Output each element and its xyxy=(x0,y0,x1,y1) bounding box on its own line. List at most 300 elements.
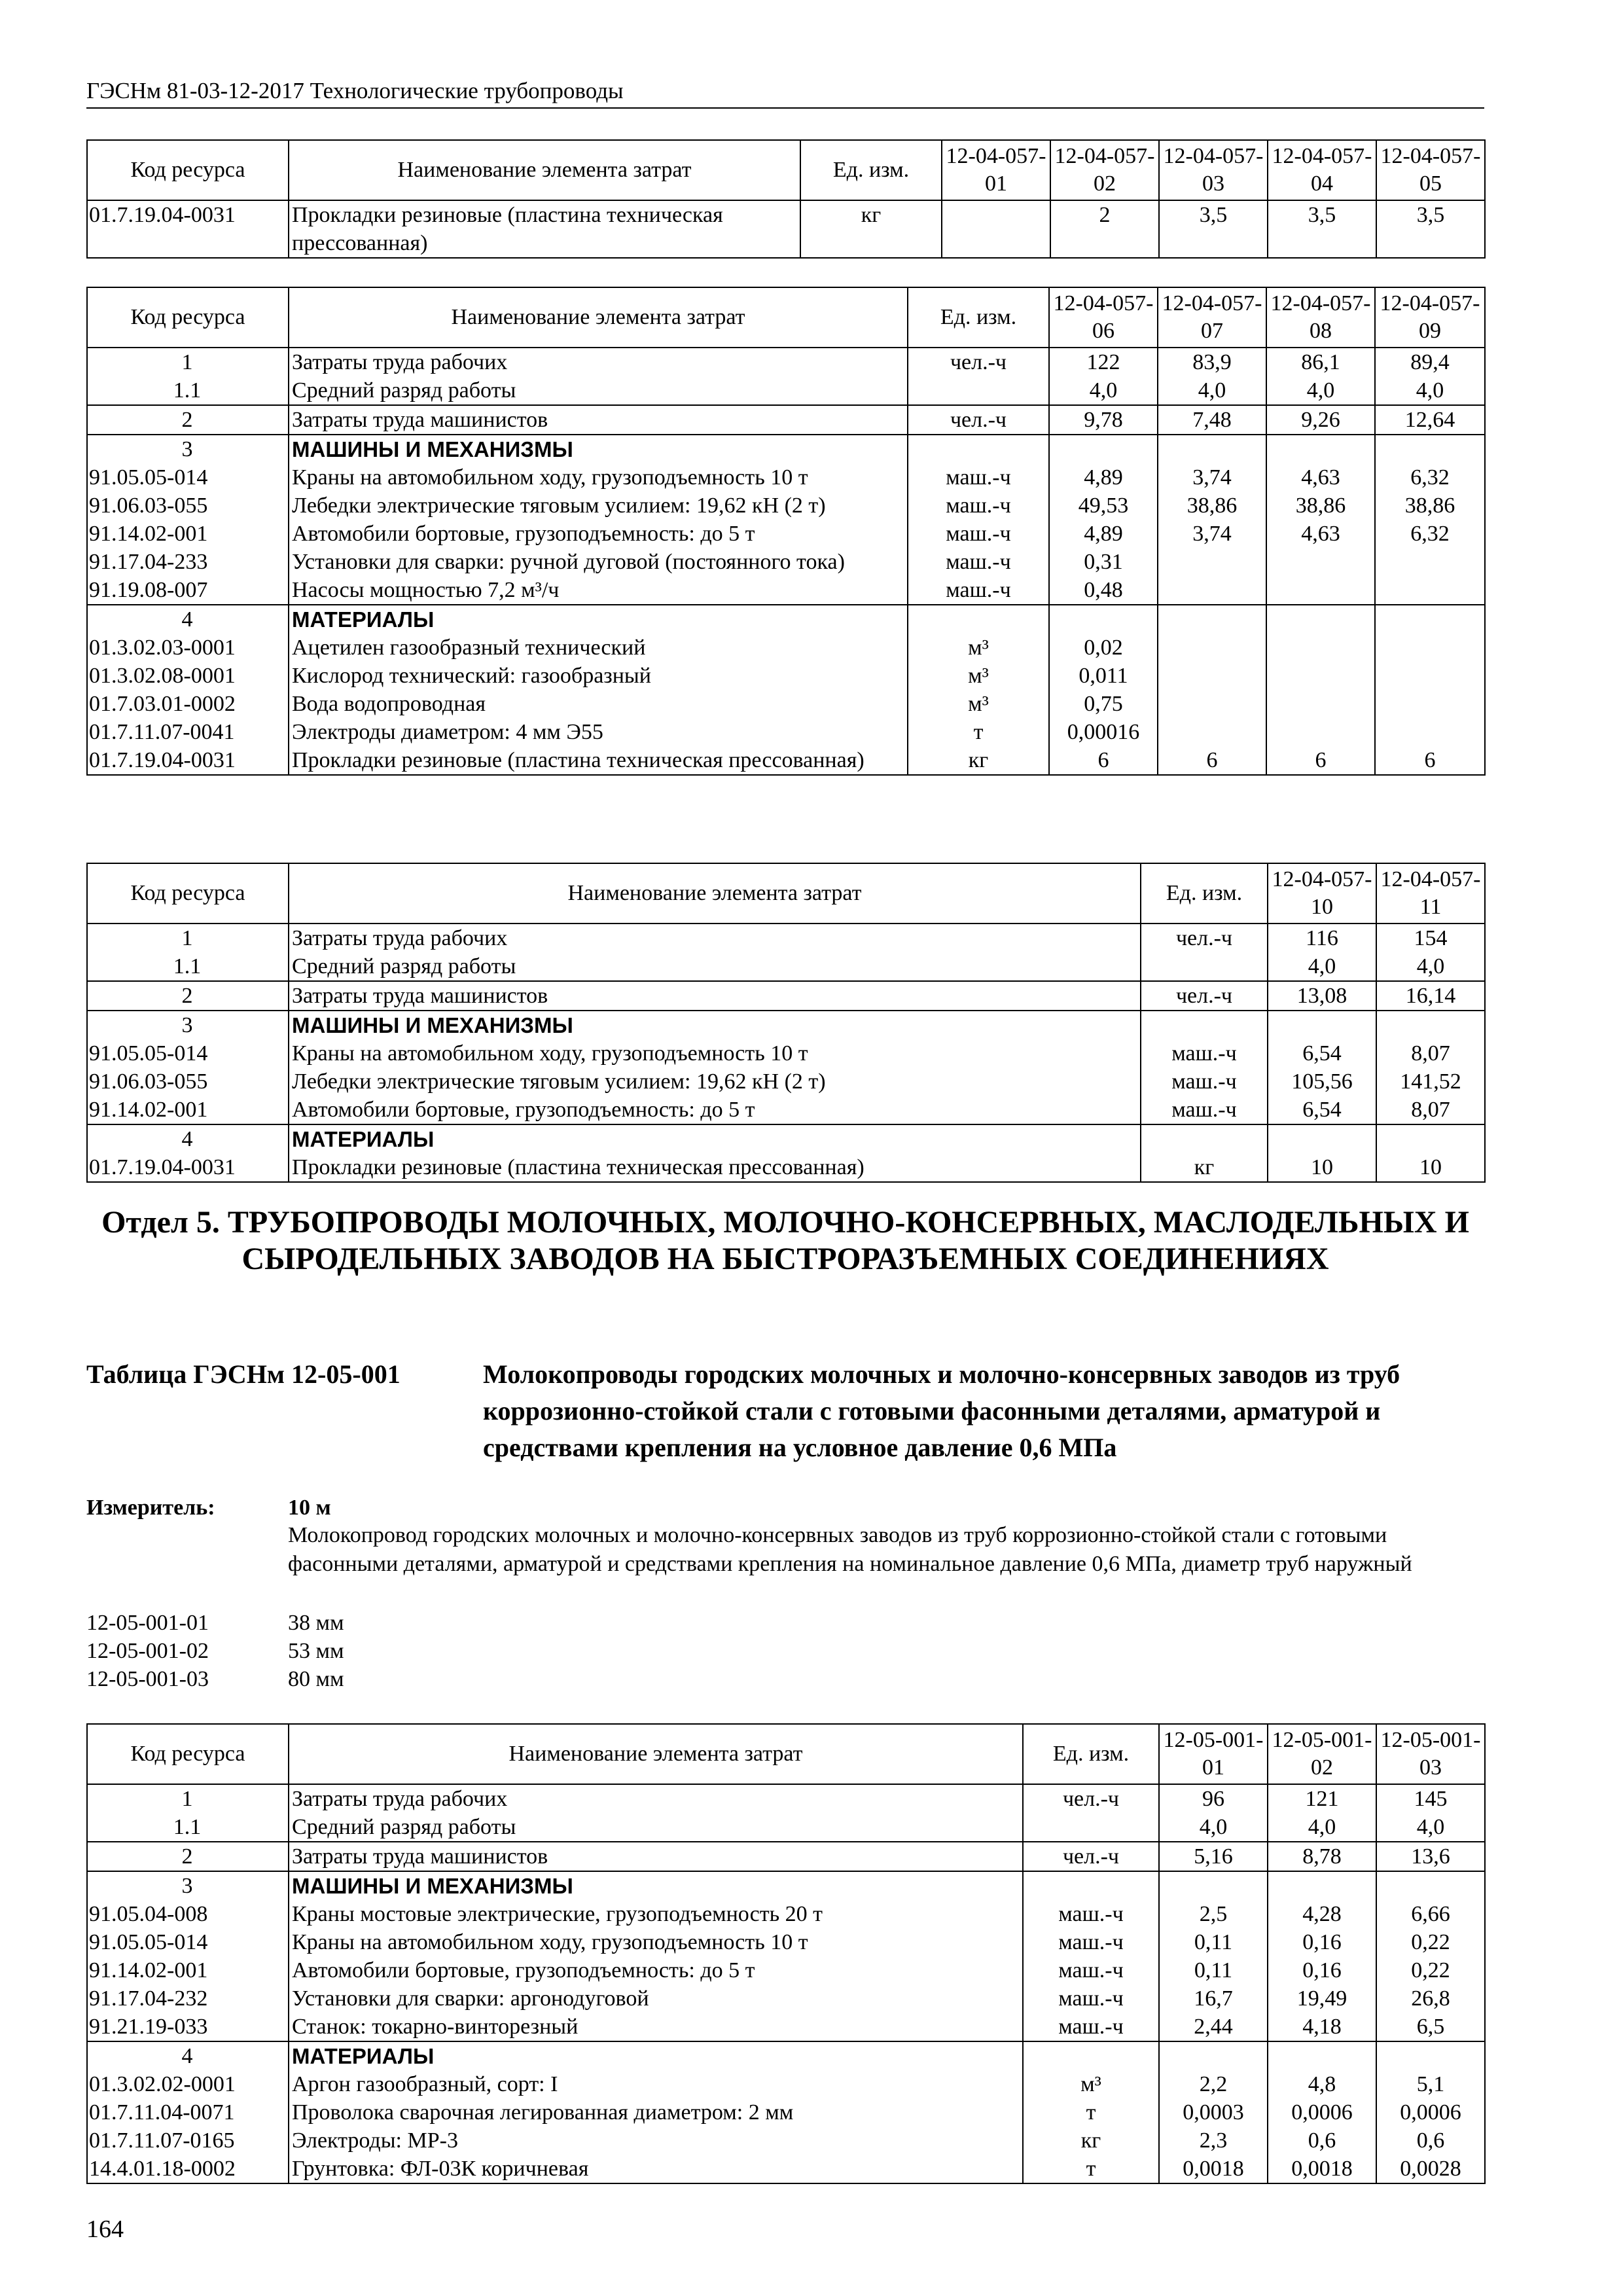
resource-name: Затраты труда рабочих xyxy=(289,348,908,376)
resource-code: 01.7.19.04-0031 xyxy=(87,200,289,258)
resource-value: 12,64 xyxy=(1375,405,1485,435)
resource-name: Средний разряд работы xyxy=(289,1813,1023,1842)
norm-code-row xyxy=(86,1637,344,1666)
resource-value: 9,26 xyxy=(1266,405,1375,435)
resource-value: 145 xyxy=(1376,1784,1485,1813)
running-header: ГЭСНм 81-03-12-2017 Технологические трубопроводы xyxy=(86,77,1484,109)
resource-name: Прокладки резиновые (пластина техническая прессованная) xyxy=(289,1153,1141,1182)
resource-value: 26,8 xyxy=(1376,1984,1485,2013)
resource-name: Ацетилен газообразный технический xyxy=(289,634,908,662)
resource-code: 91.14.02-001 xyxy=(87,520,289,548)
resource-value: 3,74 xyxy=(1158,520,1266,548)
resource-value xyxy=(1158,662,1266,690)
resource-value: 6,66 xyxy=(1376,1900,1485,1928)
resource-unit: кг xyxy=(1023,2126,1159,2155)
resource-value: 0,16 xyxy=(1268,1956,1376,1984)
col-header-unit: Ед. изм. xyxy=(1023,1724,1159,1784)
table-row xyxy=(87,463,1485,492)
table-row xyxy=(87,1984,1485,2013)
table-row xyxy=(87,2070,1485,2098)
resource-value: 89,4 xyxy=(1375,348,1485,376)
table-row xyxy=(87,348,1485,376)
resource-name: Грунтовка: ФЛ-03К коричневая xyxy=(289,2155,1023,2183)
table-row xyxy=(87,718,1485,746)
resource-value xyxy=(1375,690,1485,718)
table-row xyxy=(87,662,1485,690)
col-header-value: 12-05-001-02 xyxy=(1268,1724,1376,1784)
table-row xyxy=(87,435,1485,463)
table-row xyxy=(87,924,1485,952)
resource-value: 10 xyxy=(1268,1153,1376,1182)
resource-name: Лебедки электрические тяговым усилием: 19,62 кН (2 т) xyxy=(289,1067,1141,1096)
resource-value: 3,74 xyxy=(1158,463,1266,492)
table-row xyxy=(87,1153,1485,1182)
resource-value: 3,5 xyxy=(1268,200,1376,258)
page-number: 164 xyxy=(86,2215,124,2243)
resource-value: 4,28 xyxy=(1268,1900,1376,1928)
section-code: 4 xyxy=(87,605,289,634)
resource-value: 2,5 xyxy=(1159,1900,1268,1928)
resource-value: 4,63 xyxy=(1266,520,1375,548)
table-row xyxy=(87,2155,1485,2183)
resource-unit: маш.-ч xyxy=(1141,1096,1268,1124)
resource-value xyxy=(1266,662,1375,690)
resource-code: 01.3.02.03-0001 xyxy=(87,634,289,662)
resource-value: 2,3 xyxy=(1159,2126,1268,2155)
resource-code: 91.05.05-014 xyxy=(87,463,289,492)
section-code: 3 xyxy=(87,1871,289,1900)
resource-code: 01.7.11.04-0071 xyxy=(87,2098,289,2126)
resource-unit xyxy=(908,376,1049,405)
resource-value: 6 xyxy=(1049,746,1158,775)
resource-value: 154 xyxy=(1376,924,1485,952)
resource-value xyxy=(1375,718,1485,746)
col-header-value: 12-04-057-10 xyxy=(1268,863,1376,924)
resource-value: 0,48 xyxy=(1049,576,1158,605)
resource-value xyxy=(1375,662,1485,690)
resource-unit: м³ xyxy=(908,634,1049,662)
resource-unit: чел.-ч xyxy=(1023,1784,1159,1813)
resource-value: 141,52 xyxy=(1376,1067,1485,1096)
table-row xyxy=(87,1124,1485,1153)
resource-value: 0,31 xyxy=(1049,548,1158,576)
resource-value: 4,0 xyxy=(1266,376,1375,405)
resource-code: 01.7.19.04-0031 xyxy=(87,746,289,775)
table-row xyxy=(87,1784,1485,1813)
resource-value xyxy=(1266,690,1375,718)
resource-value: 105,56 xyxy=(1268,1067,1376,1096)
resource-value: 83,9 xyxy=(1158,348,1266,376)
resource-unit: маш.-ч xyxy=(1023,1900,1159,1928)
resource-code: 1 xyxy=(87,924,289,952)
table-row xyxy=(87,376,1485,405)
resource-name: Прокладки резиновые (пластина техническая прессованная) xyxy=(289,200,800,258)
resource-code: 1 xyxy=(87,348,289,376)
table-row xyxy=(87,1813,1485,1842)
table-row xyxy=(87,1067,1485,1096)
resource-value: 4,0 xyxy=(1268,952,1376,981)
meter-description: Молокопровод городских молочных и молочно-консервных заводов из труб коррозионно-стойкой стали с готовыми фасонными деталями, арматурой и средствами крепления на номинальное давление 0,6 МПа, диаметр труб наружный xyxy=(288,1523,1412,1576)
resource-name: Аргон газообразный, сорт: I xyxy=(289,2070,1023,2098)
resource-value xyxy=(1158,576,1266,605)
resource-name: Прокладки резиновые (пластина техническая прессованная) xyxy=(289,746,908,775)
table-row xyxy=(87,548,1485,576)
resource-unit: маш.-ч xyxy=(1141,1039,1268,1067)
resource-value: 0,0028 xyxy=(1376,2155,1485,2183)
resource-value: 6,32 xyxy=(1375,520,1485,548)
resource-value xyxy=(1266,718,1375,746)
resource-name: Краны мостовые электрические, грузоподъемность 20 т xyxy=(289,1900,1023,1928)
resource-value: 6,32 xyxy=(1375,463,1485,492)
resource-name: Затраты труда машинистов xyxy=(289,1842,1023,1871)
resource-value: 6,5 xyxy=(1376,2013,1485,2041)
meter-value: 10 м xyxy=(288,1496,331,1520)
resource-code: 91.17.04-232 xyxy=(87,1984,289,2013)
resource-unit: маш.-ч xyxy=(908,576,1049,605)
cost-table-3 xyxy=(86,863,1486,1183)
table-row xyxy=(87,2013,1485,2041)
cost-table-1 xyxy=(86,139,1486,259)
resource-unit: т xyxy=(908,718,1049,746)
resource-value: 13,08 xyxy=(1268,981,1376,1011)
resource-unit xyxy=(1141,952,1268,981)
resource-name: Средний разряд работы xyxy=(289,376,908,405)
table-row xyxy=(87,1928,1485,1956)
resource-unit: маш.-ч xyxy=(1141,1067,1268,1096)
norm-size: 38 мм xyxy=(288,1611,344,1635)
resource-code: 91.14.02-001 xyxy=(87,1096,289,1124)
table-row xyxy=(87,520,1485,548)
resource-code: 01.3.02.02-0001 xyxy=(87,2070,289,2098)
resource-code: 91.19.08-007 xyxy=(87,576,289,605)
resource-value: 4,89 xyxy=(1049,520,1158,548)
resource-value: 9,78 xyxy=(1049,405,1158,435)
resource-name: Автомобили бортовые, грузоподъемность: до 5 т xyxy=(289,1956,1023,1984)
norm-code: 12-05-001-03 xyxy=(86,1667,209,1691)
resource-name: Насосы мощностью 7,2 м³/ч xyxy=(289,576,908,605)
resource-unit: чел.-ч xyxy=(1141,924,1268,952)
norm-size: 53 мм xyxy=(288,1639,344,1663)
section-code: 3 xyxy=(87,1011,289,1039)
cost-table-2 xyxy=(86,287,1486,776)
norm-code: 12-05-001-01 xyxy=(86,1611,209,1635)
resource-unit: маш.-ч xyxy=(908,520,1049,548)
resource-name: Кислород технический: газообразный xyxy=(289,662,908,690)
table-row xyxy=(87,576,1485,605)
resource-code: 1.1 xyxy=(87,1813,289,1842)
table-row xyxy=(87,2041,1485,2070)
table-row xyxy=(87,200,1485,258)
resource-name: Затраты труда рабочих xyxy=(289,1784,1023,1813)
resource-value: 2,2 xyxy=(1159,2070,1268,2098)
resource-value: 0,6 xyxy=(1376,2126,1485,2155)
resource-value: 0,0006 xyxy=(1376,2098,1485,2126)
col-header-value: 12-04-057-05 xyxy=(1376,140,1485,200)
resource-value: 0,22 xyxy=(1376,1928,1485,1956)
resource-value xyxy=(1158,548,1266,576)
resource-value: 5,1 xyxy=(1376,2070,1485,2098)
resource-value: 4,0 xyxy=(1375,376,1485,405)
resource-code: 91.05.05-014 xyxy=(87,1928,289,1956)
col-header-value: 12-05-001-03 xyxy=(1376,1724,1485,1784)
resource-value: 4,0 xyxy=(1376,952,1485,981)
resource-value: 122 xyxy=(1049,348,1158,376)
col-header-value: 12-04-057-11 xyxy=(1376,863,1485,924)
col-header-value: 12-04-057-04 xyxy=(1268,140,1376,200)
resource-name: Затраты труда машинистов xyxy=(289,405,908,435)
col-header-unit: Ед. изм. xyxy=(908,287,1049,348)
resource-unit xyxy=(1023,1813,1159,1842)
resource-value: 19,49 xyxy=(1268,1984,1376,2013)
resource-unit: маш.-ч xyxy=(1023,1956,1159,1984)
resource-name: Краны на автомобильном ходу, грузоподъемность 10 т xyxy=(289,1039,1141,1067)
resource-value xyxy=(1375,634,1485,662)
section-heading: МАШИНЫ И МЕХАНИЗМЫ xyxy=(289,435,908,463)
resource-unit: маш.-ч xyxy=(1023,2013,1159,2041)
table-header xyxy=(87,140,1485,200)
resource-unit: м³ xyxy=(908,690,1049,718)
resource-value: 0,22 xyxy=(1376,1956,1485,1984)
resource-name: Установки для сварки: аргонодуговой xyxy=(289,1984,1023,2013)
col-header-code: Код ресурса xyxy=(87,140,289,200)
col-header-unit: Ед. изм. xyxy=(1141,863,1268,924)
table-row xyxy=(87,1011,1485,1039)
norm-code-row xyxy=(86,1665,344,1694)
resource-code: 1 xyxy=(87,1784,289,1813)
resource-value xyxy=(1266,634,1375,662)
resource-code: 91.05.04-008 xyxy=(87,1900,289,1928)
cost-table-4 xyxy=(86,1723,1486,2184)
table-header xyxy=(87,287,1485,348)
col-header-value: 12-04-057-07 xyxy=(1158,287,1266,348)
resource-value: 38,86 xyxy=(1266,492,1375,520)
resource-unit: чел.-ч xyxy=(908,405,1049,435)
resource-code: 1.1 xyxy=(87,952,289,981)
resource-code: 2 xyxy=(87,981,289,1011)
section-code: 4 xyxy=(87,2041,289,2070)
table-row xyxy=(87,690,1485,718)
resource-name: Краны на автомобильном ходу, грузоподъемность 10 т xyxy=(289,463,908,492)
resource-value: 4,0 xyxy=(1159,1813,1268,1842)
resource-value xyxy=(1158,690,1266,718)
resource-value: 0,011 xyxy=(1049,662,1158,690)
table-header xyxy=(87,1724,1485,1784)
table-row xyxy=(87,1956,1485,1984)
table-row xyxy=(87,981,1485,1011)
resource-code: 91.06.03-055 xyxy=(87,1067,289,1096)
resource-value: 38,86 xyxy=(1375,492,1485,520)
resource-value: 96 xyxy=(1159,1784,1268,1813)
resource-unit: м³ xyxy=(1023,2070,1159,2098)
resource-name: Краны на автомобильном ходу, грузоподъемность 10 т xyxy=(289,1928,1023,1956)
table-row xyxy=(87,634,1485,662)
resource-value: 0,0003 xyxy=(1159,2098,1268,2126)
norm-code-row xyxy=(86,1609,344,1638)
col-header-name: Наименование элемента затрат xyxy=(289,140,800,200)
resource-value: 4,18 xyxy=(1268,2013,1376,2041)
resource-value: 10 xyxy=(1376,1153,1485,1182)
table-row xyxy=(87,2126,1485,2155)
resource-value: 4,0 xyxy=(1268,1813,1376,1842)
resource-value: 6,54 xyxy=(1268,1039,1376,1067)
col-header-value: 12-04-057-09 xyxy=(1375,287,1485,348)
col-header-code: Код ресурса xyxy=(87,863,289,924)
resource-name: Проволока сварочная легированная диаметром: 2 мм xyxy=(289,2098,1023,2126)
resource-value: 4,63 xyxy=(1266,463,1375,492)
resource-unit: чел.-ч xyxy=(908,348,1049,376)
resource-value xyxy=(1375,576,1485,605)
resource-value: 5,16 xyxy=(1159,1842,1268,1871)
resource-value: 0,6 xyxy=(1268,2126,1376,2155)
resource-value: 8,78 xyxy=(1268,1842,1376,1871)
resource-code: 01.7.19.04-0031 xyxy=(87,1153,289,1182)
resource-value: 7,48 xyxy=(1158,405,1266,435)
resource-unit: кг xyxy=(908,746,1049,775)
resource-name: Затраты труда машинистов xyxy=(289,981,1141,1011)
resource-value xyxy=(942,200,1050,258)
resource-code: 1.1 xyxy=(87,376,289,405)
resource-code: 91.05.05-014 xyxy=(87,1039,289,1067)
resource-unit: м³ xyxy=(908,662,1049,690)
resource-value: 121 xyxy=(1268,1784,1376,1813)
resource-unit: маш.-ч xyxy=(908,548,1049,576)
resource-value: 6 xyxy=(1158,746,1266,775)
col-header-name: Наименование элемента затрат xyxy=(289,1724,1023,1784)
resource-value: 49,53 xyxy=(1049,492,1158,520)
table-row xyxy=(87,405,1485,435)
col-header-code: Код ресурса xyxy=(87,1724,289,1784)
col-header-code: Код ресурса xyxy=(87,287,289,348)
resource-value: 116 xyxy=(1268,924,1376,952)
table-row xyxy=(87,1096,1485,1124)
table-row xyxy=(87,605,1485,634)
resource-value: 0,00016 xyxy=(1049,718,1158,746)
resource-value: 8,07 xyxy=(1376,1039,1485,1067)
resource-value: 0,0018 xyxy=(1159,2155,1268,2183)
col-header-value: 12-05-001-01 xyxy=(1159,1724,1268,1784)
resource-value: 3,5 xyxy=(1376,200,1485,258)
resource-value: 2 xyxy=(1050,200,1159,258)
resource-unit: чел.-ч xyxy=(1023,1842,1159,1871)
resource-value: 4,0 xyxy=(1049,376,1158,405)
section-code: 4 xyxy=(87,1124,289,1153)
resource-code: 2 xyxy=(87,1842,289,1871)
resource-unit: маш.-ч xyxy=(1023,1928,1159,1956)
resource-value: 0,02 xyxy=(1049,634,1158,662)
resource-value: 38,86 xyxy=(1158,492,1266,520)
resource-unit: маш.-ч xyxy=(908,492,1049,520)
resource-value: 16,14 xyxy=(1376,981,1485,1011)
resource-code: 01.7.11.07-0165 xyxy=(87,2126,289,2155)
resource-value: 3,5 xyxy=(1159,200,1268,258)
resource-code: 91.14.02-001 xyxy=(87,1956,289,1984)
col-header-value: 12-04-057-08 xyxy=(1266,287,1375,348)
col-header-name: Наименование элемента затрат xyxy=(289,863,1141,924)
meter-label: Измеритель: xyxy=(86,1496,215,1520)
table-row xyxy=(87,2098,1485,2126)
resource-value: 16,7 xyxy=(1159,1984,1268,2013)
resource-name: Электроды диаметром: 4 мм Э55 xyxy=(289,718,908,746)
resource-value: 4,0 xyxy=(1158,376,1266,405)
resource-unit: т xyxy=(1023,2155,1159,2183)
resource-value: 0,75 xyxy=(1049,690,1158,718)
table-row xyxy=(87,492,1485,520)
resource-name: Установки для сварки: ручной дуговой (постоянного тока) xyxy=(289,548,908,576)
norm-code: 12-05-001-02 xyxy=(86,1639,209,1663)
resource-name: Электроды: МР-3 xyxy=(289,2126,1023,2155)
resource-value xyxy=(1266,576,1375,605)
resource-name: Лебедки электрические тяговым усилием: 19,62 кН (2 т) xyxy=(289,492,908,520)
resource-value: 4,8 xyxy=(1268,2070,1376,2098)
resource-value: 0,16 xyxy=(1268,1928,1376,1956)
resource-value: 8,07 xyxy=(1376,1096,1485,1124)
col-header-unit: Ед. изм. xyxy=(800,140,942,200)
table-header xyxy=(87,863,1485,924)
section-heading: МАТЕРИАЛЫ xyxy=(289,2041,1023,2070)
table-row xyxy=(87,1842,1485,1871)
section-heading: МАШИНЫ И МЕХАНИЗМЫ xyxy=(289,1011,1141,1039)
resource-value: 0,11 xyxy=(1159,1928,1268,1956)
table-row xyxy=(87,1039,1485,1067)
col-header-value: 12-04-057-01 xyxy=(942,140,1050,200)
resource-value xyxy=(1158,634,1266,662)
col-header-value: 12-04-057-03 xyxy=(1159,140,1268,200)
resource-value xyxy=(1266,548,1375,576)
section-title: Отдел 5. ТРУБОПРОВОДЫ МОЛОЧНЫХ, МОЛОЧНО-КОНСЕРВНЫХ, МАСЛОДЕЛЬНЫХ И СЫРОДЕЛЬНЫХ ЗАВОДОВ НА БЫСТРОРАЗЪЕМНЫХ СОЕДИНЕНИЯХ xyxy=(101,1205,1469,1276)
resource-code: 01.7.11.07-0041 xyxy=(87,718,289,746)
resource-code: 2 xyxy=(87,405,289,435)
resource-name: Автомобили бортовые, грузоподъемность: до 5 т xyxy=(289,520,908,548)
gesn-table-title: Молокопроводы городских молочных и молочно-консервных заводов из труб коррозионно-стойкой стали с готовыми фасонными деталями, арматурой и средствами крепления на условное давление 0,6 МПа xyxy=(483,1359,1400,1462)
resource-code: 14.4.01.18-0002 xyxy=(87,2155,289,2183)
resource-value: 6,54 xyxy=(1268,1096,1376,1124)
col-header-value: 12-04-057-02 xyxy=(1050,140,1159,200)
section-heading: МАШИНЫ И МЕХАНИЗМЫ xyxy=(289,1871,1023,1900)
section-code: 3 xyxy=(87,435,289,463)
resource-code: 91.17.04-233 xyxy=(87,548,289,576)
resource-unit: чел.-ч xyxy=(1141,981,1268,1011)
resource-code: 91.06.03-055 xyxy=(87,492,289,520)
resource-value: 0,0018 xyxy=(1268,2155,1376,2183)
resource-value xyxy=(1375,548,1485,576)
norm-size: 80 мм xyxy=(288,1667,344,1691)
resource-unit: маш.-ч xyxy=(908,463,1049,492)
resource-value: 6 xyxy=(1375,746,1485,775)
resource-value: 0,11 xyxy=(1159,1956,1268,1984)
resource-value xyxy=(1158,718,1266,746)
resource-value: 6 xyxy=(1266,746,1375,775)
section-heading: МАТЕРИАЛЫ xyxy=(289,605,908,634)
resource-name: Средний разряд работы xyxy=(289,952,1141,981)
resource-name: Автомобили бортовые, грузоподъемность: до 5 т xyxy=(289,1096,1141,1124)
col-header-name: Наименование элемента затрат xyxy=(289,287,908,348)
table-row xyxy=(87,746,1485,775)
resource-code: 01.3.02.08-0001 xyxy=(87,662,289,690)
resource-value: 13,6 xyxy=(1376,1842,1485,1871)
section-heading: МАТЕРИАЛЫ xyxy=(289,1124,1141,1153)
table-row xyxy=(87,1871,1485,1900)
table-row xyxy=(87,952,1485,981)
resource-name: Затраты труда рабочих xyxy=(289,924,1141,952)
resource-code: 91.21.19-033 xyxy=(87,2013,289,2041)
resource-unit: т xyxy=(1023,2098,1159,2126)
resource-unit: кг xyxy=(800,200,942,258)
resource-value: 0,0006 xyxy=(1268,2098,1376,2126)
gesn-table-label: Таблица ГЭСНм 12-05-001 xyxy=(86,1359,401,1389)
resource-value: 4,0 xyxy=(1376,1813,1485,1842)
resource-value: 4,89 xyxy=(1049,463,1158,492)
resource-value: 2,44 xyxy=(1159,2013,1268,2041)
